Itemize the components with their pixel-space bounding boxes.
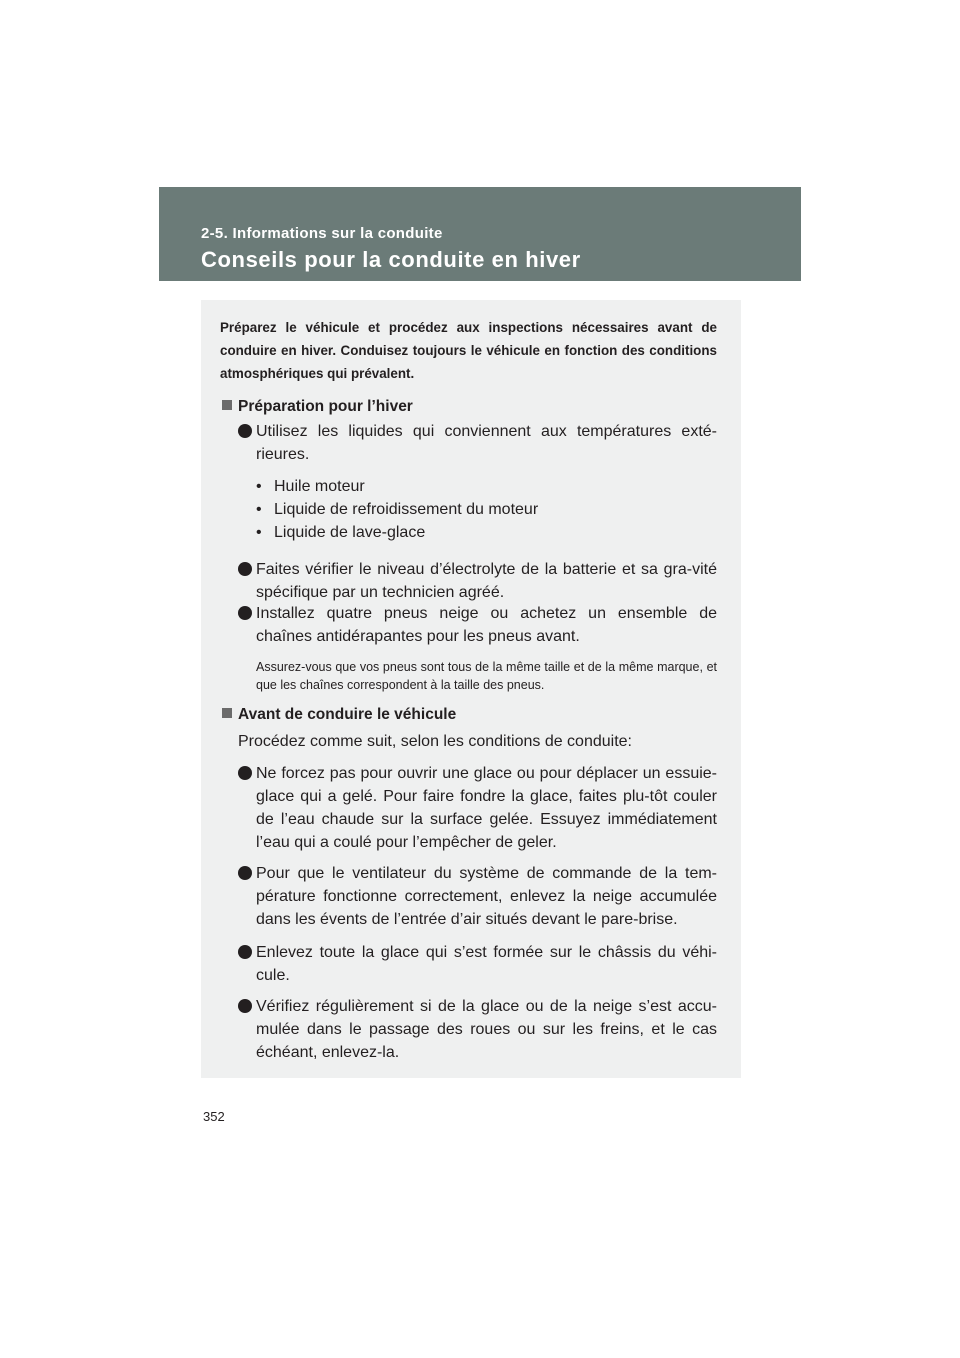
sub-item: • Liquide de refroidissement du moteur bbox=[256, 501, 539, 518]
note-text: Assurez-vous que vos pneus sont tous de la même taille et de la même marque, et que les chaînes correspondent à la taille des pneus. bbox=[256, 660, 717, 692]
bullet-dot-icon bbox=[238, 945, 252, 959]
section-heading bbox=[222, 396, 413, 418]
section-heading-text: Préparation pour l’hiver bbox=[238, 398, 413, 415]
bullet-item bbox=[238, 558, 717, 604]
sub-item: • Liquide de lave-glace bbox=[256, 524, 426, 541]
bullet-item bbox=[238, 420, 717, 466]
bullet-dot-icon bbox=[238, 999, 252, 1013]
bullet-item bbox=[238, 762, 717, 854]
intro-paragraph: Préparez le véhicule et procédez aux inspections nécessaires avant de conduire en hiver. Conduisez toujours le véhicule en fonction des conditions atmosphériques qui prévalent. bbox=[220, 320, 717, 381]
bullet-dot-icon bbox=[238, 766, 252, 780]
header-band bbox=[159, 187, 801, 281]
square-bullet-icon bbox=[222, 708, 232, 718]
content-box bbox=[201, 300, 741, 1078]
section-heading-text: Avant de conduire le véhicule bbox=[238, 706, 457, 723]
sub-item-text: Liquide de lave-glace bbox=[274, 524, 426, 541]
bullet-item bbox=[238, 602, 717, 648]
bullet-dot-icon bbox=[238, 562, 252, 576]
bullet-text: Faites vérifier le niveau d’électrolyte de la batterie et sa gra-vité spécifique par un technicien agréé. bbox=[256, 561, 717, 601]
sub-item-text: Liquide de refroidissement du moteur bbox=[274, 501, 539, 518]
page-number: 352 bbox=[203, 1109, 225, 1124]
square-bullet-icon bbox=[222, 400, 232, 410]
bullet-text: Installez quatre pneus neige ou achetez un ensemble de chaînes antidérapantes pour les pneus avant. bbox=[256, 605, 717, 645]
lead-text: Procédez comme suit, selon les conditions de conduite: bbox=[238, 733, 632, 750]
bullet-text: Utilisez les liquides qui conviennent aux températures exté-rieures. bbox=[256, 423, 717, 463]
page-title: Conseils pour la conduite en hiver bbox=[201, 247, 581, 272]
bullet-text: Enlevez toute la glace qui s’est formée sur le châssis du véhi-cule. bbox=[256, 944, 717, 984]
section-label: 2-5. Informations sur la conduite bbox=[201, 225, 443, 242]
bullet-dot-icon bbox=[238, 866, 252, 880]
sub-item: • Huile moteur bbox=[256, 478, 365, 495]
bullet-dot-icon bbox=[238, 606, 252, 620]
bullet-item bbox=[238, 862, 717, 931]
bullet-text: Ne forcez pas pour ouvrir une glace ou pour déplacer un essuie-glace qui a gelé. Pour faire fondre la glace, faites plu-tôt couler de l’eau chaude sur la surface gelée. Essuyez immédiatement l’eau qui a coulé pour l’empêcher de geler. bbox=[256, 765, 717, 851]
bullet-text: Vérifiez régulièrement si de la glace ou de la neige s’est accu-mulée dans le passage des roues ou sur les freins, et le cas échéant, enlevez-la. bbox=[256, 998, 717, 1061]
bullet-item bbox=[238, 941, 717, 987]
bullet-dot-icon bbox=[238, 424, 252, 438]
bullet-text: Pour que le ventilateur du système de commande de la tem-pérature fonctionne correctement, enlevez la neige accumulée dans les évents de l’entrée d’air situés devant le pare-brise. bbox=[256, 865, 717, 928]
bullet-item bbox=[238, 995, 717, 1064]
sub-item-text: Huile moteur bbox=[274, 478, 365, 495]
section-heading bbox=[222, 704, 456, 726]
